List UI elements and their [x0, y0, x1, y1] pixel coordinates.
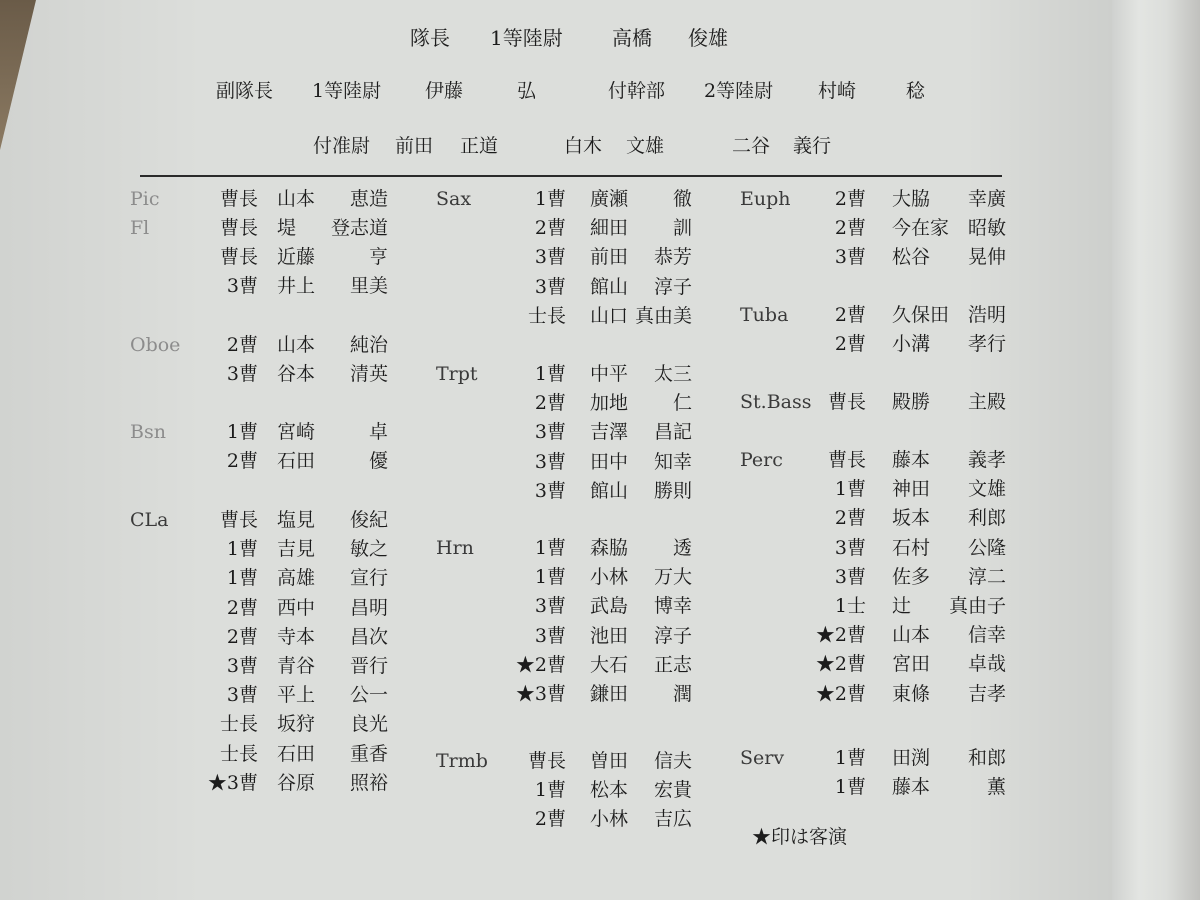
member-rank: 1曹: [226, 421, 258, 443]
member-rank: 2曹: [834, 217, 866, 240]
member-given-name: 主殿: [967, 391, 1006, 413]
deputy-rank: 1等陸尉: [312, 80, 382, 102]
member-rank: 1曹: [834, 776, 866, 799]
member-surname: 池田: [590, 624, 629, 647]
member-rank: 1曹: [226, 567, 258, 590]
member-given-name: 清英: [349, 363, 388, 386]
member-surname: 東條: [892, 682, 931, 705]
member-surname: 山本: [892, 624, 931, 647]
member-surname: 堤: [277, 217, 297, 239]
member-surname: 神田: [892, 478, 931, 501]
member-surname: 森脇: [590, 537, 629, 559]
member-given-name: 純治: [349, 334, 388, 356]
section-label: Trmb: [436, 750, 488, 772]
member-given-name: 里美: [349, 275, 388, 298]
section-label: Euph: [740, 188, 791, 210]
member-rank: 2曹: [834, 507, 866, 530]
background-corner: [0, 0, 36, 150]
member-rank: 曹長: [219, 246, 258, 269]
member-given-name: 信夫: [653, 750, 692, 772]
deputy-surname: 伊藤: [425, 80, 464, 102]
member-given-name: 義孝: [967, 449, 1006, 471]
member-surname: 前田: [590, 246, 629, 269]
member-given-name: 徹: [672, 188, 692, 210]
member-given-name: 太三: [653, 363, 692, 385]
member-surname: 久保田: [892, 304, 950, 326]
member-given-name: 和郎: [967, 747, 1006, 769]
member-given-name: 宏貴: [653, 779, 692, 802]
member-given-name: 卓哉: [967, 653, 1006, 676]
staff-title: 付幹部: [608, 80, 666, 102]
section-label: Bsn: [130, 421, 166, 443]
member-given-name: 宣行: [349, 567, 388, 590]
member-given-name: 幸廣: [967, 188, 1006, 210]
member-rank: 3曹: [834, 565, 866, 588]
member-surname: 大脇: [892, 188, 931, 210]
member-surname: 小溝: [892, 333, 931, 356]
warrant-2-given: 文雄: [626, 135, 665, 157]
member-rank: 士長: [219, 713, 258, 736]
member-given-name: 透: [672, 537, 692, 559]
member-rank: 3曹: [534, 479, 566, 502]
member-rank: 2曹: [834, 188, 866, 210]
member-surname: 館山: [590, 479, 629, 502]
member-surname: 谷本: [277, 363, 316, 386]
member-given-name: 真由子: [948, 595, 1006, 617]
member-rank: 1曹: [226, 538, 258, 561]
member-surname: 今在家: [892, 217, 950, 240]
member-surname: 山本: [277, 334, 316, 356]
member-given-name: 恵造: [349, 188, 388, 210]
member-given-name: 亨: [368, 246, 388, 269]
member-surname: 山口: [590, 304, 629, 327]
member-given-name: 昌記: [653, 421, 692, 444]
member-rank: 2曹: [834, 304, 866, 326]
member-surname: 廣瀬: [590, 188, 629, 210]
section-label: Oboe: [130, 334, 181, 356]
member-surname: 井上: [277, 275, 316, 298]
guest-footnote: ★印は客演: [752, 826, 848, 848]
member-given-name: 重香: [349, 742, 388, 765]
member-surname: 藤本: [892, 776, 931, 799]
member-given-name: 公一: [349, 684, 388, 707]
member-rank: 3曹: [834, 536, 866, 559]
member-rank: 3曹: [226, 684, 258, 707]
member-surname: 松谷: [892, 246, 931, 269]
member-given-name: 利郎: [967, 507, 1006, 530]
member-surname: 塩見: [277, 509, 316, 531]
member-given-name: 優: [368, 450, 388, 473]
member-surname: 西中: [277, 596, 316, 619]
member-surname: 坂本: [892, 507, 931, 530]
member-rank: 2曹: [226, 450, 258, 473]
member-surname: 石田: [277, 742, 316, 765]
member-rank: ★2曹: [815, 653, 866, 676]
member-rank: 3曹: [534, 421, 566, 444]
member-given-name: 博幸: [653, 595, 692, 618]
member-given-name: 昭敏: [967, 217, 1006, 240]
member-rank: 曹長: [527, 750, 566, 772]
member-given-name: 俊紀: [349, 509, 388, 531]
member-surname: 武島: [590, 595, 629, 618]
member-rank: 1曹: [834, 747, 866, 769]
warrant-3-given: 義行: [793, 135, 832, 157]
member-surname: 宮田: [892, 653, 931, 676]
member-given-name: 孝行: [967, 333, 1006, 356]
member-surname: 加地: [590, 392, 629, 415]
member-rank: 3曹: [226, 363, 258, 386]
member-rank: 1曹: [834, 478, 866, 501]
member-rank: 2曹: [834, 333, 866, 356]
member-given-name: 吉広: [653, 808, 692, 831]
member-surname: 小林: [590, 566, 629, 589]
member-surname: 坂狩: [277, 713, 316, 736]
warrant-1-given: 正道: [460, 135, 499, 157]
member-rank: 2曹: [226, 596, 258, 619]
member-rank: ★2曹: [815, 624, 866, 647]
member-rank: 3曹: [534, 450, 566, 473]
member-surname: 田中: [590, 450, 629, 473]
member-given-name: 晋行: [349, 655, 388, 677]
member-given-name: 良光: [349, 713, 388, 736]
member-surname: 谷原: [277, 771, 316, 794]
member-surname: 館山: [590, 275, 629, 298]
commander-title: 隊長: [410, 26, 450, 50]
deputy-given: 弘: [517, 80, 537, 102]
member-rank: 1曹: [534, 363, 566, 385]
member-surname: 殿勝: [892, 391, 931, 413]
member-rank: 2曹: [534, 808, 566, 831]
member-rank: 3曹: [226, 275, 258, 298]
member-given-name: 恭芳: [653, 246, 692, 269]
member-surname: 平上: [277, 684, 316, 707]
member-given-name: 浩明: [967, 304, 1006, 326]
member-given-name: 淳子: [653, 624, 692, 647]
member-rank: 曹長: [827, 391, 866, 413]
member-rank: 3曹: [534, 275, 566, 298]
member-rank: 2曹: [534, 217, 566, 240]
member-rank: 1曹: [534, 188, 566, 210]
member-given-name: 昌次: [349, 625, 388, 648]
member-rank: 2曹: [226, 625, 258, 648]
warrant-2-surname: 白木: [564, 135, 603, 157]
section-label: Hrn: [436, 537, 474, 559]
member-given-name: 万大: [653, 566, 692, 589]
member-given-name: 照裕: [349, 771, 388, 794]
member-rank: 3曹: [226, 655, 258, 677]
member-rank: 3曹: [534, 624, 566, 647]
section-label: Perc: [740, 449, 783, 471]
member-given-name: 真由美: [634, 304, 692, 327]
member-rank: ★3曹: [207, 771, 258, 794]
member-surname: 細田: [590, 217, 629, 240]
member-given-name: 仁: [672, 392, 692, 415]
staff-given: 稔: [906, 80, 926, 102]
member-rank: 1曹: [534, 537, 566, 559]
member-surname: 田渕: [892, 747, 931, 769]
member-rank: 士長: [219, 742, 258, 765]
commander-given: 俊雄: [688, 26, 728, 50]
member-surname: 松本: [590, 779, 629, 802]
section-label: St.Bass: [740, 391, 812, 413]
member-rank: 2曹: [534, 392, 566, 415]
section-label: Serv: [740, 747, 785, 769]
member-given-name: 登志道: [330, 217, 388, 239]
header-divider: [140, 175, 1002, 177]
section-label: Tuba: [740, 304, 789, 326]
member-surname: 吉澤: [590, 421, 629, 444]
member-rank: 2曹: [226, 334, 258, 356]
member-given-name: 昌明: [349, 596, 388, 619]
member-surname: 中平: [590, 363, 629, 385]
member-given-name: 淳二: [967, 565, 1006, 588]
member-given-name: 信幸: [967, 624, 1006, 647]
page-edge: [1112, 0, 1200, 900]
warrant-title: 付准尉: [313, 135, 371, 157]
member-rank: ★2曹: [815, 682, 866, 705]
member-given-name: 淳子: [653, 275, 692, 298]
member-surname: 高雄: [277, 567, 316, 590]
member-rank: 曹長: [219, 509, 258, 531]
member-given-name: 薫: [986, 776, 1006, 799]
member-given-name: 訓: [672, 217, 692, 240]
member-surname: 小林: [590, 808, 629, 831]
commander-rank: 1等陸尉: [490, 26, 563, 50]
member-given-name: 知幸: [653, 450, 692, 473]
member-rank: 3曹: [534, 595, 566, 618]
member-surname: 青谷: [277, 655, 316, 677]
member-surname: 曽田: [590, 750, 629, 772]
member-given-name: 正志: [653, 653, 692, 676]
member-rank: 1曹: [534, 566, 566, 589]
member-given-name: 吉孝: [967, 682, 1006, 705]
member-given-name: 文雄: [967, 478, 1006, 501]
member-surname: 石村: [892, 536, 931, 559]
member-given-name: 卓: [368, 421, 388, 443]
staff-surname: 村崎: [818, 80, 857, 102]
member-surname: 石田: [277, 450, 316, 473]
member-surname: 近藤: [277, 246, 316, 269]
member-surname: 佐多: [892, 565, 931, 588]
member-rank: 士長: [527, 304, 566, 327]
member-surname: 宮崎: [277, 421, 316, 443]
member-given-name: 晃伸: [967, 246, 1006, 269]
member-given-name: 敏之: [349, 538, 388, 561]
member-surname: 山本: [277, 188, 316, 210]
staff-rank: 2等陸尉: [704, 80, 774, 102]
section-label: Pic: [130, 188, 160, 210]
warrant-1-surname: 前田: [395, 135, 434, 157]
member-given-name: 勝則: [653, 479, 692, 502]
member-rank: 1士: [834, 595, 866, 617]
member-surname: 寺本: [277, 625, 316, 648]
member-rank: ★2曹: [515, 653, 566, 676]
deputy-title: 副隊長: [216, 80, 274, 102]
member-rank: 曹長: [827, 449, 866, 471]
member-surname: 鎌田: [590, 683, 629, 705]
member-rank: 1曹: [534, 779, 566, 802]
member-given-name: 公隆: [967, 536, 1006, 559]
member-surname: 吉見: [277, 538, 316, 561]
section-label: Fl: [130, 217, 150, 239]
member-rank: 3曹: [834, 246, 866, 269]
member-rank: 曹長: [219, 188, 258, 210]
section-label: CLa: [130, 509, 169, 531]
member-rank: 曹長: [219, 217, 258, 239]
member-rank: ★3曹: [515, 683, 566, 705]
section-label: Sax: [436, 188, 472, 210]
member-rank: 3曹: [534, 246, 566, 269]
member-surname: 大石: [590, 653, 629, 676]
member-surname: 辻: [892, 595, 912, 617]
commander-surname: 高橋: [612, 26, 652, 50]
member-surname: 藤本: [892, 449, 931, 471]
section-label: Trpt: [436, 363, 478, 385]
member-given-name: 潤: [672, 683, 692, 705]
warrant-3-surname: 二谷: [732, 135, 771, 157]
